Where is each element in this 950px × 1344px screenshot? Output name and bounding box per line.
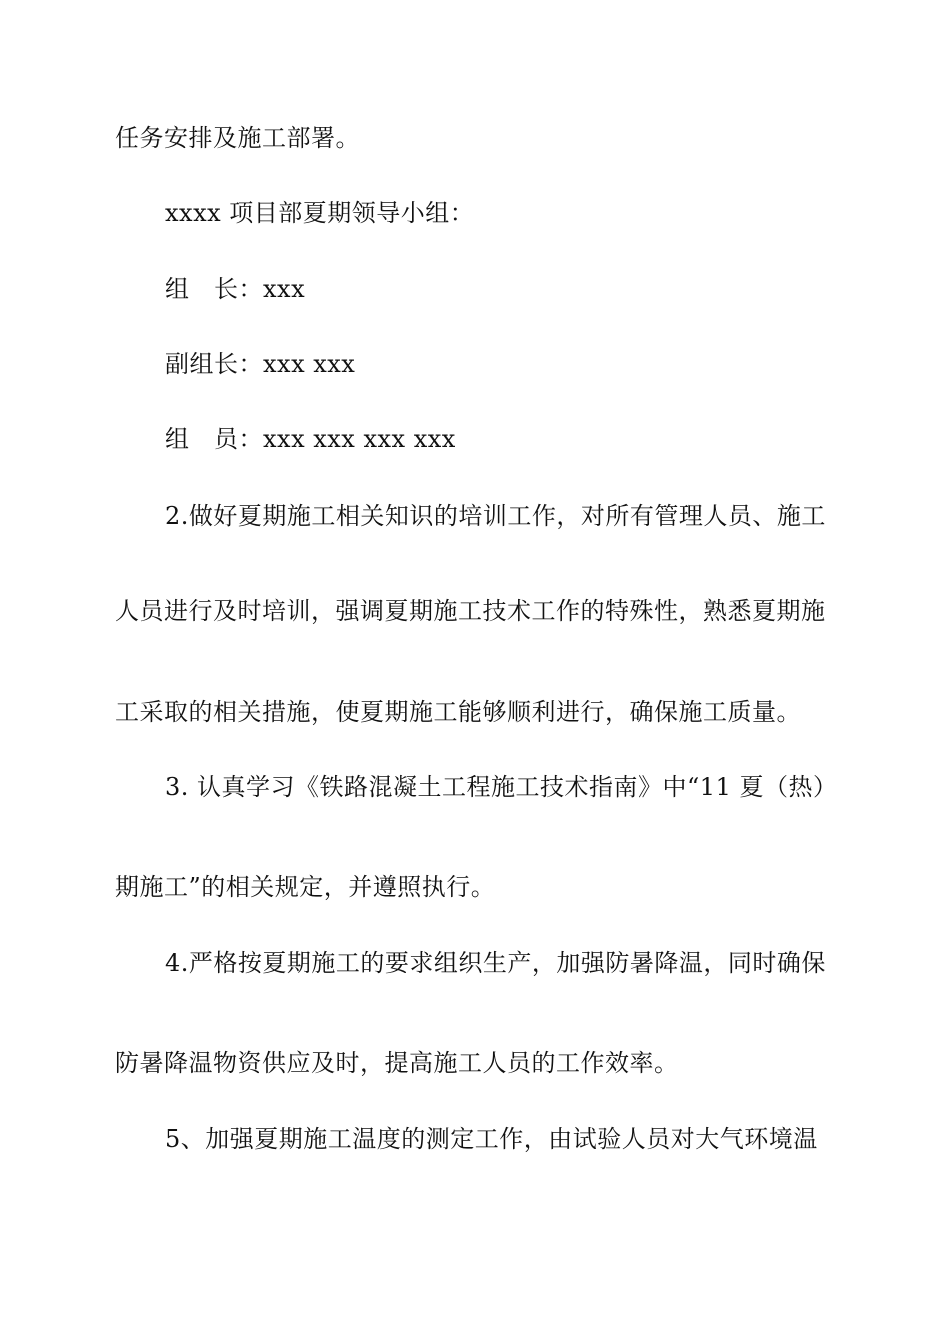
item-4-line-1: 4.严格按夏期施工的要求组织生产，加强防暑降温，同时确保	[165, 949, 826, 977]
item-2-line-3: 工采取的相关措施，使夏期施工能够顺利进行，确保施工质量。	[115, 698, 801, 726]
text-line: 任务安排及施工部署。	[115, 124, 360, 152]
item-2-line-1: 2.做好夏期施工相关知识的培训工作，对所有管理人员、施工	[165, 502, 826, 530]
item-5-line-1: 5、加强夏期施工温度的测定工作，由试验人员对大气环境温	[165, 1125, 818, 1153]
group-heading: xxxx 项目部夏期领导小组：	[165, 199, 475, 227]
item-3-line-2: 期施工”的相关规定，并遵照执行。	[115, 873, 496, 901]
item-4-line-2: 防暑降温物资供应及时，提高施工人员的工作效率。	[115, 1049, 679, 1077]
item-3-line-1: 3. 认真学习《铁路混凝土工程施工技术指南》中“11 夏（热）	[165, 773, 838, 801]
group-leader: 组 长：xxx	[165, 275, 306, 303]
group-members: 组 员：xxx xxx xxx xxx	[165, 425, 456, 453]
deputy-leader: 副组长：xxx xxx	[165, 350, 356, 378]
item-2-line-2: 人员进行及时培训，强调夏期施工技术工作的特殊性，熟悉夏期施	[115, 597, 826, 625]
